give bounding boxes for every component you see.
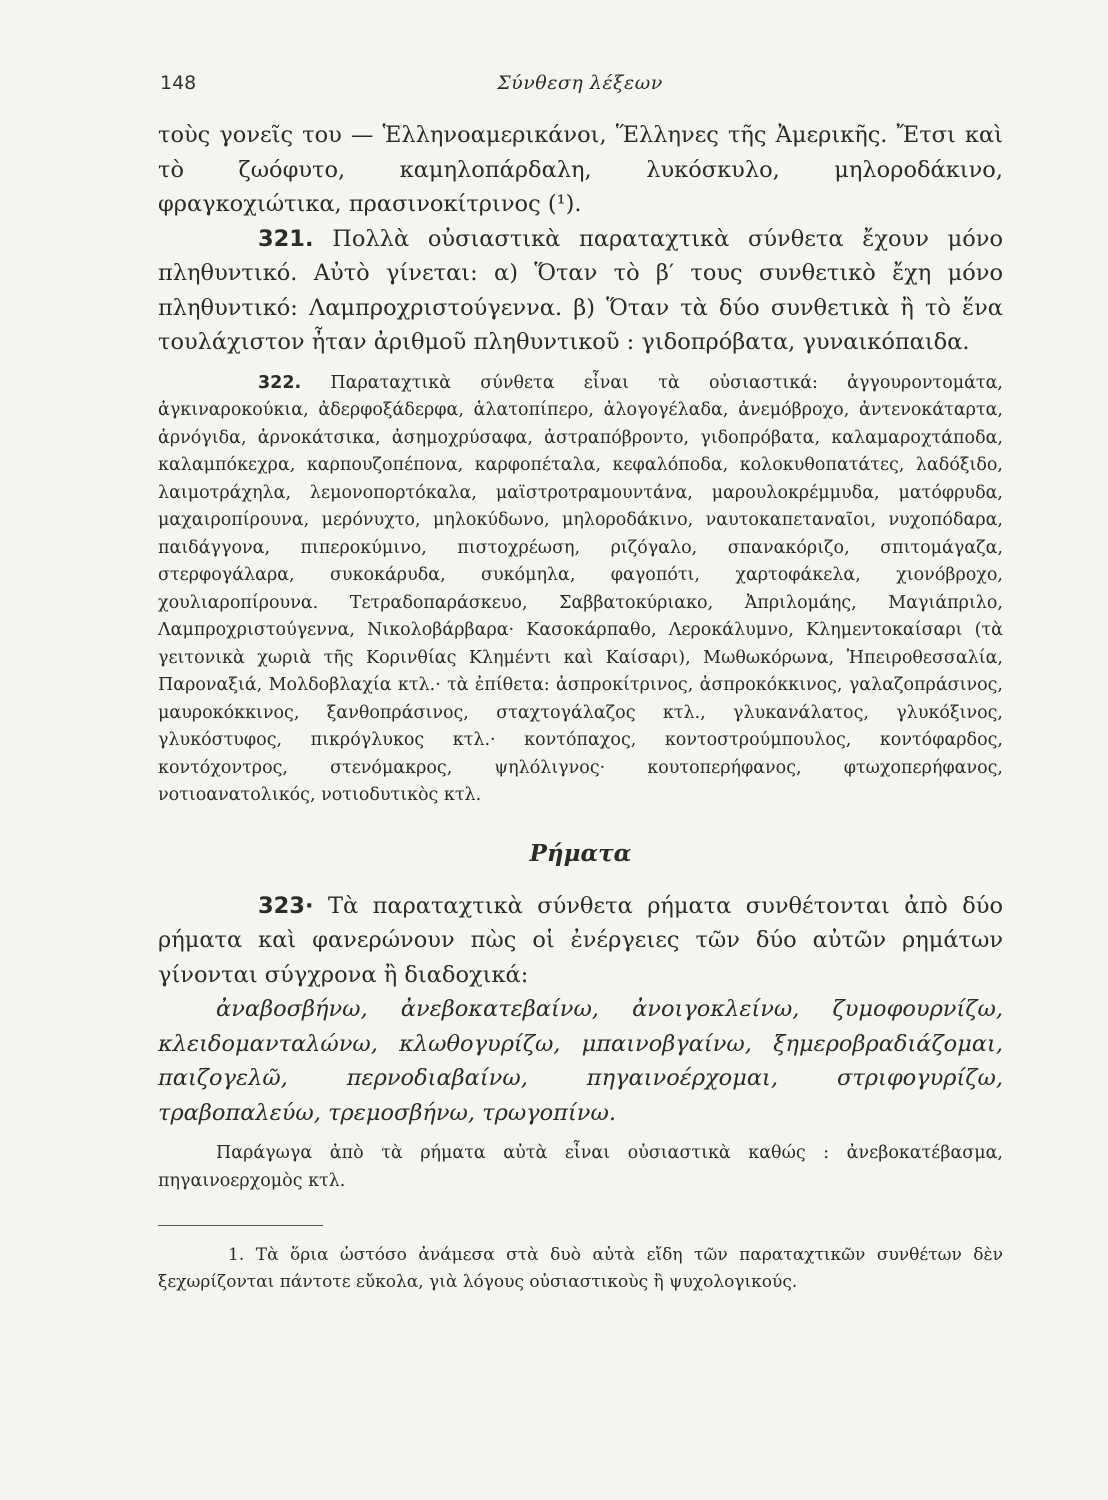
section-322 [158,370,1003,810]
section-heading-verbs: Ρήματα [529,839,632,867]
derived-nouns: Παράγωγα ἀπὸ τὰ ρήματα αὐτὰ εἶναι οὐσιαστικὰ καθώς : ἀνεβοκατέβασμα, πηγαινοερχομὸς κτλ. [158,1143,1003,1191]
intro-paragraph: τοὺς γονεῖς του — Ἑλληνοαμερικάνοι, Ἕλληνες τῆς Ἀμερικῆς. Ἔτσι καὶ τὸ ζωόφυτο, καμηλοπάρδαλη, λυκόσκυλο, μηλοροδάκινο, φραγκοχιώτικα, πρασινοκίτρινος (¹). [158,122,1003,217]
section-322-number: 322. [258,372,302,393]
page-header [160,72,1000,102]
section-323-text: Τὰ παραταχτικὰ σύνθετα ρήματα συνθέτονται ἀπὸ δύο ρήματα καὶ φανερώνουν πὼς οἱ ἐνέργειες τῶν δύο αὐτῶν ρημάτων γίνονται σύγχρονα ἢ διαδοχικά: [158,892,1003,988]
page-body [158,118,1003,1296]
footnote-divider [158,1225,323,1226]
section-323 [158,889,1003,993]
section-321-text: Πολλὰ οὐσιαστικὰ παραταχτικὰ σύνθετα ἔχουν μόνο πληθυντικό. Αὐτὸ γίνεται: α) Ὅταν τὸ β′ τους συνθετικὸ ἔχη μόνο πληθυντικό: Λαμπροχριστούγεννα. β) Ὅταν τὰ δύο συνθετικὰ ἢ τὸ ἕνα τουλάχιστον ἦταν ἀριθμοῦ πληθυντικοῦ : γιδοπρόβατα, γυναικόπαιδα. [158,225,1003,355]
page-number: 148 [160,72,197,94]
verb-examples: ἀναβοσβήνω, ἀνεβοκατεβαίνω, ἀνοιγοκλείνω, ζυμοφουρνίζω, κλειδομανταλώνω, κλωθογυρίζω, μπαινοβγαίνω, ξημεροβραδιάζομαι, παιζογελῶ, περνοδιαβαίνω, πηγαινοέρχομαι, στριφογυρίζω, τραβοπαλεύω, τρεμοσβήνω, τρωγοπίνω. [158,996,1003,1126]
section-321 [158,222,1003,360]
section-321-number: 321. [258,225,314,252]
section-323-number: 323· [258,892,314,919]
footnote: 1. Τὰ ὅρια ὡστόσο ἀνάμεσα στὰ δυὸ αὐτὰ εἴδη τῶν παραταχτικῶν συνθέτων δὲν ξεχωρίζονται πάντοτε εὔκολα, γιὰ λόγους οὐσιαστικοὺς ἢ ψυχολογικούς. [158,1245,1003,1292]
running-title: Σύνθεση λέξεων [497,72,663,94]
section-322-text: Παραταχτικὰ σύνθετα εἶναι τὰ οὐσιαστικά: ἀγγουροντομάτα, ἀγκιναροκούκια, ἀδερφοξάδερφα, ἁλατοπίπερο, ἀλογογέλαδα, ἀνεμόβροχο, ἀντενοκάταρτα, ἀρνόγιδα, ἀρνοκάτσικα, ἀσημοχρύσαφα, ἀστραπόβροντο, γιδοπρόβατα, καλαμαροχτάποδα, καλαμπόκεχρα, καρπουζοπέπονα, καρφοπέταλα, κεφαλόποδα, κολοκυθοπατάτες, λαδόξιδο, λαιμοτράχηλα, λεμονοπορτόκαλα, μαϊστροτραμουντάνα, μαρουλοκρέμμυδα, ματόφρυδα, μαχαιροπίρουνα, μερόνυχτο, μηλοκύδωνο, μηλοροδάκινο, ναυτοκαπεταναῖοι, νυχοπόδαρα, παιδάγγονα, πιπεροκύμινο, πιστοχρέωση, ριζόγαλο, σπανακόριζο, σπιτομάγαζα, στερφογάλαρα, συκοκάρυδα, συκόμηλα, φαγοπότι, χαρτοφάκελα, χιονόβροχο, χουλιαροπίρουνα. Τετραδοπαράσκευο, Σαββατοκύριακο, Ἀπριλομάης, Μαγιάπριλο, Λαμπροχριστούγεννα, Νικολοβάρβαρα· Κασοκάρπαθο, Λεροκάλυμνο, Κλημεντοκαίσαρι (τὰ γειτονικὰ χωριὰ τῆς Κορινθίας Κλημέντι καὶ Καίσαρι), Μωθωκόρωνα, Ἠπειροθεσσαλία, Παροναξιά, Μολδοβλαχία κτλ.· τὰ ἐπίθετα: ἀσπροκίτρινος, ἀσπροκόκκινος, γαλαζοπράσινος, μαυροκόκκινος, ξανθοπράσινος, σταχτογάλαζος κτλ., γλυκανάλατος, γλυκόξινος, γλυκόστυφος, πικρόγλυκος κτλ.· κοντόπαχος, κοντοστρούμπουλος, κοντόφαρδος, κοντόχοντρος, στενόμακρος, ψηλόλιγνος· κουτοπερήφανος, φτωχοπερήφανος, νοτιοανατολικός, νοτιοδυτικὸς κτλ. [158,372,1003,805]
